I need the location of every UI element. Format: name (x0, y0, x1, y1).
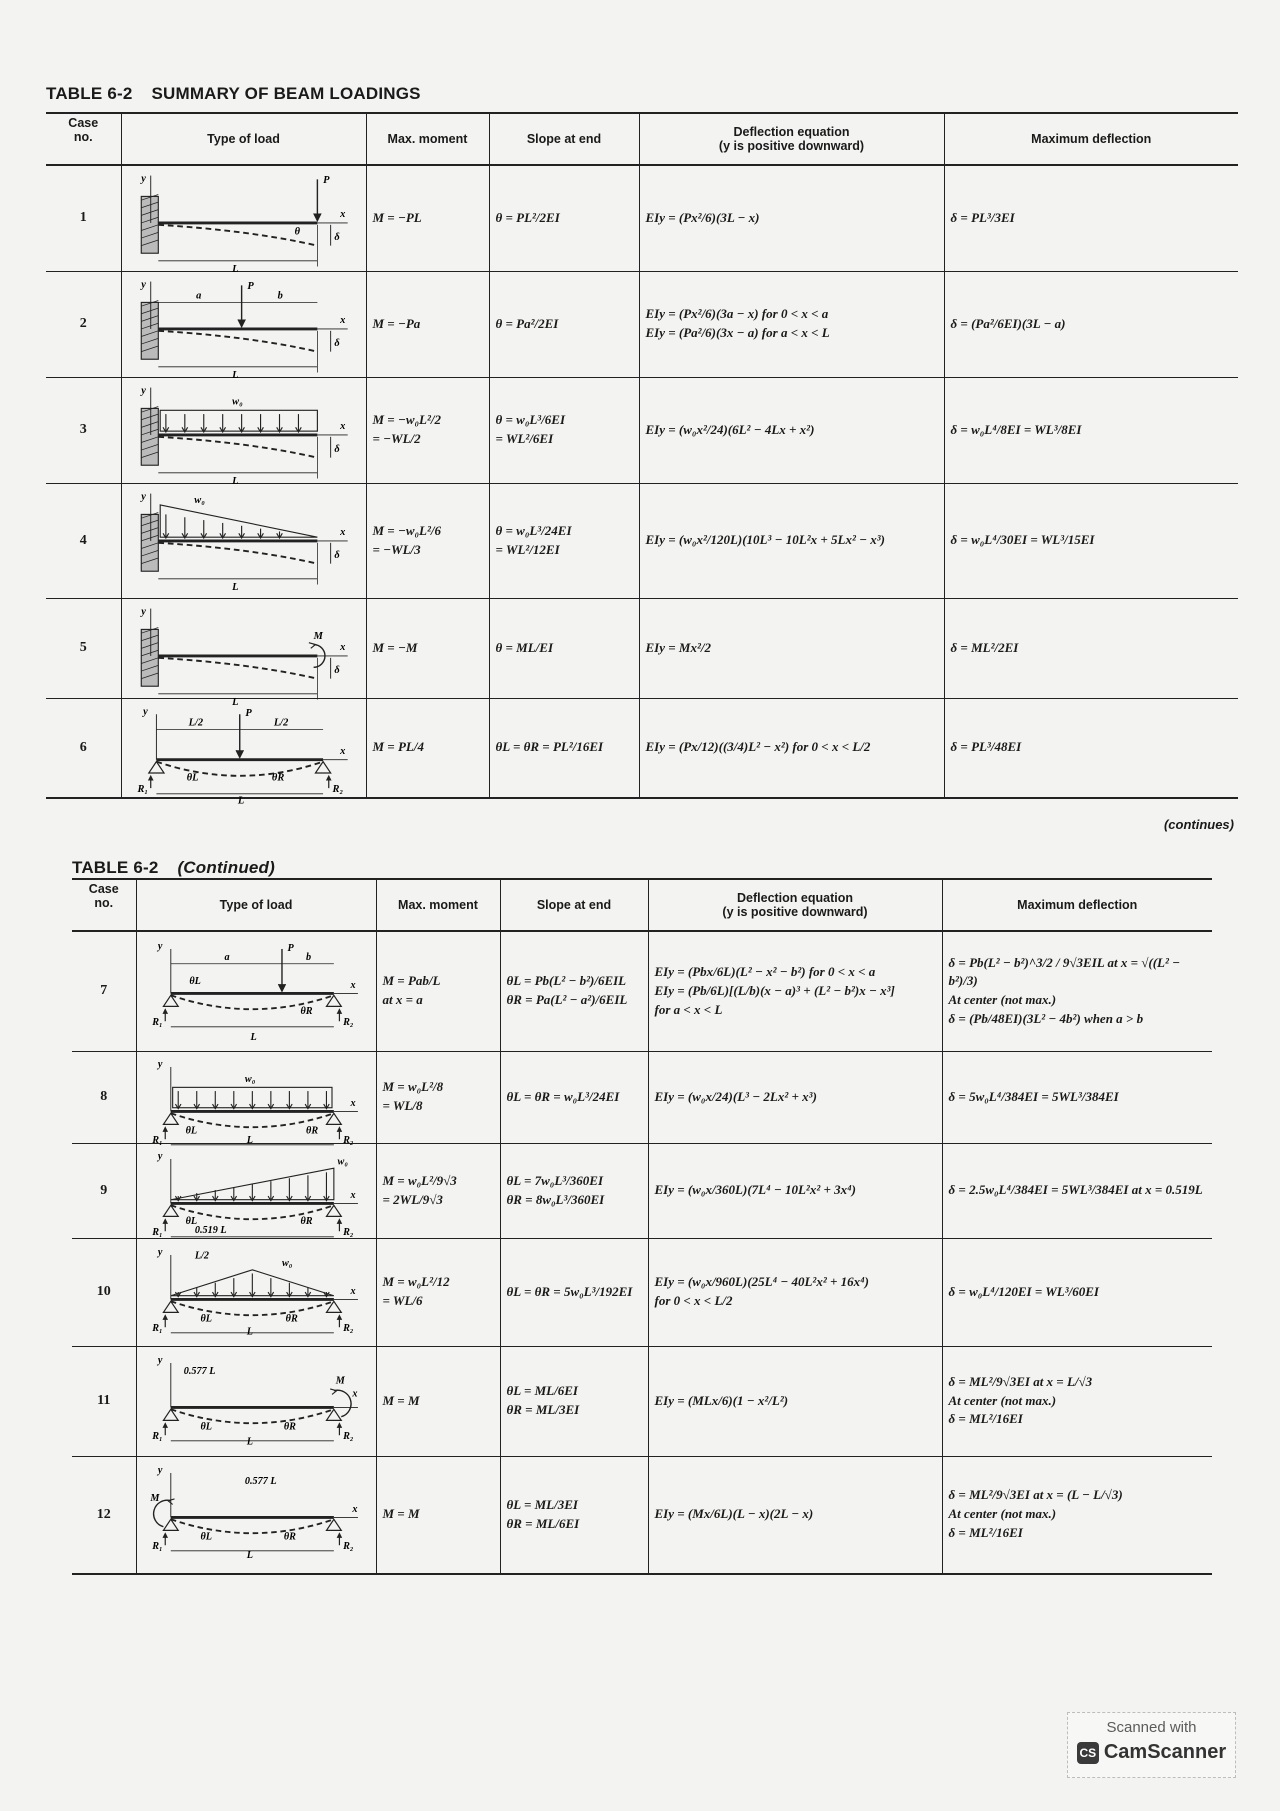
table-row (46, 377, 1238, 483)
max-moment: M = −w₀L²/6 = −WL/3 (366, 483, 489, 598)
max-moment: M = −w₀L²/2 = −WL/2 (366, 377, 489, 483)
deflection-equation: EIy = (Px²/6)(3a − x) for 0 < x < a EIy = (Pa²/6)(3x − a) for a < x < L (639, 271, 944, 377)
reaction-right-label: R₂ (342, 1541, 353, 1553)
load-diagram (121, 165, 366, 276)
reaction-left-label: R₁ (136, 783, 148, 795)
header-slope: Slope at end (500, 879, 648, 931)
slope-left-label: θL (185, 1126, 197, 1138)
header-case: Case no. (72, 879, 136, 931)
load-label: P (244, 707, 252, 719)
slope-left-label: θL (199, 1313, 212, 1325)
slope-at-end: θ = w₀L³/24EI = WL²/12EI (489, 483, 639, 598)
deflection-equation: EIy = (Px/12)((3/4)L² − x²) for 0 < x < L/2 (639, 698, 944, 798)
y-axis-label: y (157, 1151, 162, 1163)
beam-diagram-svg (128, 274, 360, 381)
x-axis-label: x (350, 1285, 356, 1297)
slope-at-end: θL = 7w₀L³/360EI θR = 8w₀L³/360EI (500, 1143, 648, 1238)
case-number: 2 (46, 271, 121, 377)
triangular-load (160, 505, 317, 537)
load-intensity-label: w₀ (231, 396, 243, 408)
a-label: a (195, 290, 201, 302)
length-label: L (246, 1326, 253, 1338)
maximum-deflection: δ = ML²/9√3EI at x = (L − L/√3) At center (not max.) δ = ML²/16EI (942, 1456, 1212, 1574)
header-moment: Max. moment (376, 879, 500, 931)
maximum-deflection: δ = w₀L⁴/120EI = WL³/60EI (942, 1238, 1212, 1346)
beam-diagram-svg (143, 1350, 370, 1452)
load-diagram (136, 1143, 376, 1238)
load-diagram (121, 377, 366, 487)
camscanner-logo: CS (1077, 1742, 1099, 1764)
deflection-equation: EIy = (w₀x/360L)(7L⁴ − 10L²x² + 3x⁴) (648, 1143, 942, 1238)
moment-label: M (149, 1492, 159, 1504)
table-row (46, 698, 1238, 798)
header-max-deflection: Maximum deflection (944, 113, 1238, 165)
max-moment: M = −M (366, 598, 489, 698)
case-number: 11 (72, 1346, 136, 1456)
slope-left-label: θL (188, 975, 201, 987)
beam-diagram-svg (143, 1146, 370, 1239)
deflected-shape (158, 331, 317, 352)
max-moment: M = PL/4 (366, 698, 489, 798)
load-intensity-label: w₀ (337, 1157, 348, 1169)
slope-right-label: θR (285, 1313, 298, 1325)
x-axis-label: x (350, 1190, 356, 1202)
load-label: P (287, 942, 294, 954)
b-label: b (277, 290, 283, 302)
slope-left-label: θL (185, 1216, 197, 1228)
table-title-text: SUMMARY OF BEAM LOADINGS (151, 84, 421, 103)
table-row (46, 165, 1238, 271)
deflection-equation: EIy = Mx²/2 (639, 598, 944, 698)
y-axis-label: y (157, 1355, 162, 1367)
table-row (72, 1238, 1212, 1346)
load-diagram (121, 271, 366, 381)
load-diagram (136, 931, 376, 1051)
beam-diagram-svg (143, 1242, 370, 1342)
reaction-right-label: R₂ (342, 1135, 353, 1147)
case-number: 7 (72, 931, 136, 1051)
beam-diagram-svg (143, 1460, 370, 1569)
beam-diagram-svg (128, 168, 360, 276)
y-axis-label: y (140, 173, 146, 185)
slope-left-label: θL (199, 1421, 212, 1433)
header-type: Type of load (121, 113, 366, 165)
deflected-shape (158, 543, 317, 564)
y-axis-label: y (157, 1465, 162, 1477)
deflection-equation: EIy = (w₀x/24)(L³ − 2Lx² + x³) (648, 1051, 942, 1143)
deflection-label: δ (333, 337, 340, 349)
deflection-equation: EIy = (w₀x²/24)(6L² − 4Lx + x²) (639, 377, 944, 483)
table-row (72, 931, 1212, 1051)
max-moment: M = −PL (366, 165, 489, 271)
continues-note: (continues) (1163, 817, 1234, 832)
table-row (46, 483, 1238, 598)
y-axis-label: y (157, 1246, 162, 1258)
table-row (72, 1456, 1212, 1574)
deflection-equation: EIy = (Px²/6)(3L − x) (639, 165, 944, 271)
length-label: L (231, 369, 239, 381)
header-case: Case no. (46, 113, 121, 165)
y-axis-label: y (140, 491, 146, 503)
max-moment: M = w₀L²/12 = WL/6 (376, 1238, 500, 1346)
x-axis-label: x (339, 315, 345, 327)
b-label: b (305, 951, 311, 963)
beam-diagram-svg (143, 936, 370, 1047)
deflection-label: δ (333, 550, 340, 562)
reaction-right-label: R₂ (332, 783, 343, 795)
reaction-left-label: R₁ (151, 1322, 163, 1334)
maximum-deflection: δ = PL³/48EI (944, 698, 1238, 798)
slope-right-label: θR (300, 1005, 313, 1017)
beam-diagram-svg (128, 486, 360, 595)
slope-at-end: θ = ML/EI (489, 598, 639, 698)
length-label: L (249, 1031, 257, 1043)
x-axis-label: x (350, 979, 356, 991)
slope-at-end: θL = θR = PL²/16EI (489, 698, 639, 798)
case-number: 6 (46, 698, 121, 798)
deflection-equation: EIy = (w₀x²/120L)(10L³ − 10L²x + 5Lx² − x³) (639, 483, 944, 598)
slope-at-end: θ = w₀L³/6EI = WL²/6EI (489, 377, 639, 483)
camscanner-watermark (1067, 1712, 1236, 1778)
x-axis-label: x (339, 641, 345, 653)
slope-at-end: θL = ML/6EI θR = ML/3EI (500, 1346, 648, 1456)
deflection-equation: EIy = (w₀x/960L)(25L⁴ − 40L²x² + 16x⁴) for 0 < x < L/2 (648, 1238, 942, 1346)
case-number: 10 (72, 1238, 136, 1346)
case-number: 4 (46, 483, 121, 598)
length-label: L (237, 794, 244, 806)
deflected-shape (156, 761, 323, 775)
moment-label: M (313, 630, 323, 642)
reaction-left-label: R₁ (151, 1541, 163, 1553)
load-label: P (322, 175, 329, 187)
header-max-deflection: Maximum deflection (942, 879, 1212, 931)
reaction-right-label: R₂ (342, 1430, 353, 1442)
y-axis-label: y (142, 705, 148, 717)
table-title (46, 84, 421, 104)
slope-right-label: θR (305, 1126, 318, 1138)
table-number: TABLE 6-2 (46, 84, 133, 103)
table2-number: TABLE 6-2 (72, 858, 159, 877)
length-label: L (246, 1550, 253, 1562)
slope-right-label: θR (283, 1421, 296, 1433)
beam-diagram-svg (143, 1054, 370, 1147)
slope-at-end: θL = Pb(L² − b²)/6EIL θR = Pa(L² − a²)/6EIL (500, 931, 648, 1051)
case-number: 12 (72, 1456, 136, 1574)
load-label: P (246, 280, 254, 292)
deflection-label: δ (333, 232, 340, 244)
half-span-label: L/2 (194, 1250, 209, 1262)
maximum-deflection: δ = w₀L⁴/30EI = WL³/15EI (944, 483, 1238, 598)
x-axis-label: x (350, 1098, 356, 1110)
reaction-right-label: R₂ (342, 1322, 353, 1334)
camscanner-brand: CamScanner (1103, 1741, 1227, 1763)
length-label: L (246, 1135, 253, 1147)
reaction-left-label: R₁ (151, 1430, 163, 1442)
load-diagram (136, 1456, 376, 1574)
reaction-left-label: R₁ (151, 1135, 163, 1147)
table-row (72, 1346, 1212, 1456)
maximum-deflection: δ = Pb(L² − b²)^3/2 / 9√3EIL at x = √((L² − b²)/3) At center (not max.) δ = (Pb/48EI)(3L² − 4b²) when a > b (942, 931, 1212, 1051)
half-span-label: L/2 (273, 717, 288, 729)
beam-loading-table-continued (72, 878, 1212, 1575)
beam-loading-table (46, 112, 1238, 806)
deflection-label: δ (333, 664, 340, 676)
load-intensity-label: w₀ (193, 495, 205, 507)
load-intensity-label: w₀ (244, 1074, 255, 1086)
maximum-deflection: δ = ML²/2EI (944, 598, 1238, 698)
deflected-shape (158, 225, 317, 246)
load-diagram (136, 1346, 376, 1456)
position-label: 0.519 L (194, 1225, 227, 1237)
case-number: 9 (72, 1143, 136, 1238)
load-diagram (121, 698, 366, 806)
maximum-deflection: δ = ML²/9√3EI at x = L/√3 At center (not max.) δ = ML²/16EI (942, 1346, 1212, 1456)
slope-right-label: θR (271, 772, 284, 784)
deflection-label: δ (333, 443, 340, 455)
x-axis-label: x (339, 421, 345, 433)
slope-left-label: θL (199, 1531, 212, 1543)
slope-at-end: θL = θR = 5w₀L³/192EI (500, 1238, 648, 1346)
table-row (72, 1143, 1212, 1238)
watermark-line: Scanned with (1106, 1719, 1197, 1736)
beam-diagram-svg (128, 601, 360, 708)
beam-diagram-svg (128, 701, 360, 806)
maximum-deflection: δ = PL³/3EI (944, 165, 1238, 271)
deflection-equation: EIy = (Mx/6L)(L − x)(2L − x) (648, 1456, 942, 1574)
maximum-deflection: δ = 5w₀L⁴/384EI = 5WL³/384EI (942, 1051, 1212, 1143)
table2-title-text: (Continued) (177, 858, 275, 877)
deflected-shape (158, 437, 317, 458)
header-deflection: Deflection equation (y is positive downward) (648, 879, 942, 931)
a-label: a (224, 951, 230, 963)
table-row (46, 598, 1238, 698)
slope-label: θ (294, 226, 300, 238)
slope-right-label: θR (300, 1216, 313, 1228)
y-axis-label: y (140, 279, 146, 291)
header-slope: Slope at end (489, 113, 639, 165)
length-label: L (231, 475, 239, 487)
reaction-right-label: R₂ (342, 1016, 353, 1028)
load-diagram (136, 1051, 376, 1147)
max-moment: M = Pab/L at x = a (376, 931, 500, 1051)
max-moment: M = w₀L²/9√3 = 2WL/9√3 (376, 1143, 500, 1238)
max-moment: M = M (376, 1346, 500, 1456)
deflection-equation: EIy = (MLx/6)(1 − x²/L²) (648, 1346, 942, 1456)
length-label: L (231, 264, 239, 276)
table-row (72, 1051, 1212, 1143)
slope-at-end: θL = θR = w₀L³/24EI (500, 1051, 648, 1143)
deflection-equation: EIy = (Pbx/6L)(L² − x² − b²) for 0 < x < a EIy = (Pb/6L)[(L/b)(x − a)³ + (L² − b²)x − x³] for a < x < L (648, 931, 942, 1051)
x-axis-label: x (339, 745, 345, 757)
slope-at-end: θ = Pa²/2EI (489, 271, 639, 377)
deflected-shape (170, 1409, 333, 1423)
table-row (46, 271, 1238, 377)
reaction-left-label: R₁ (151, 1227, 163, 1239)
reaction-left-label: R₁ (151, 1016, 163, 1028)
position-label: 0.577 L (183, 1366, 215, 1378)
x-axis-label: x (339, 209, 345, 221)
slope-at-end: θL = ML/3EI θR = ML/6EI (500, 1456, 648, 1574)
y-axis-label: y (140, 385, 146, 397)
moment-label: M (335, 1375, 345, 1387)
load-diagram (121, 598, 366, 708)
x-axis-label: x (351, 1388, 357, 1400)
load-diagram (136, 1238, 376, 1346)
maximum-deflection: δ = 2.5w₀L⁴/384EI = 5WL³/384EI at x = 0.519L (942, 1143, 1212, 1238)
case-number: 5 (46, 598, 121, 698)
deflected-shape (170, 1301, 333, 1315)
slope-left-label: θL (186, 772, 198, 784)
beam-diagram-svg (128, 380, 360, 487)
case-number: 8 (72, 1051, 136, 1143)
position-label: 0.577 L (244, 1476, 277, 1488)
load-diagram (121, 483, 366, 598)
deflected-shape (170, 1519, 333, 1533)
y-axis-label: y (157, 1059, 162, 1071)
max-moment: M = w₀L²/8 = WL/8 (376, 1051, 500, 1143)
case-number: 3 (46, 377, 121, 483)
y-axis-label: y (140, 605, 146, 617)
length-label: L (231, 582, 239, 594)
length-label: L (231, 696, 239, 708)
load-intensity-label: w₀ (281, 1258, 292, 1270)
header-deflection: Deflection equation (y is positive downward) (639, 113, 944, 165)
slope-at-end: θ = PL²/2EI (489, 165, 639, 271)
deflected-shape (158, 657, 317, 678)
max-moment: M = M (376, 1456, 500, 1574)
y-axis-label: y (157, 940, 162, 952)
case-number: 1 (46, 165, 121, 271)
header-moment: Max. moment (366, 113, 489, 165)
length-label: L (246, 1436, 253, 1448)
x-axis-label: x (351, 1503, 357, 1515)
max-moment: M = −Pa (366, 271, 489, 377)
half-span-label: L/2 (188, 717, 203, 729)
slope-right-label: θR (283, 1531, 296, 1543)
maximum-deflection: δ = w₀L⁴/8EI = WL³/8EI (944, 377, 1238, 483)
x-axis-label: x (339, 527, 345, 539)
maximum-deflection: δ = (Pa²/6EI)(3L − a) (944, 271, 1238, 377)
header-type: Type of load (136, 879, 376, 931)
table2-title (72, 858, 275, 878)
reaction-right-label: R₂ (342, 1227, 353, 1239)
